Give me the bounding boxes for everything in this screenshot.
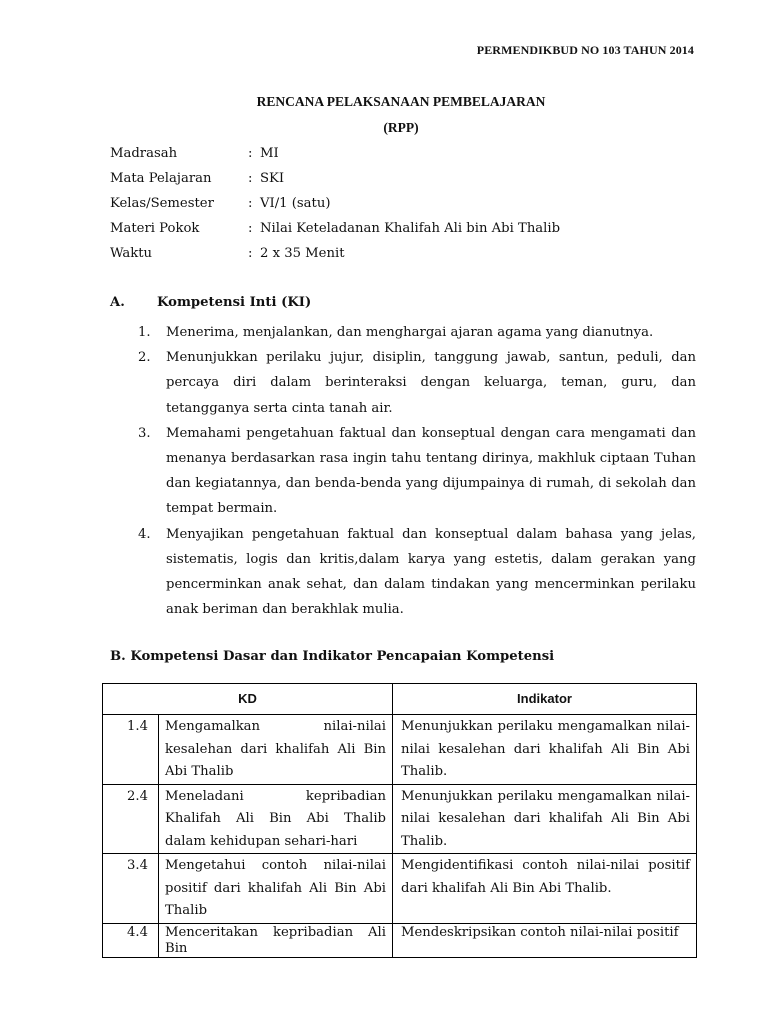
competency-table <box>102 683 697 958</box>
identity-label: Waktu <box>110 246 153 261</box>
identity-label: Mata Pelajaran <box>110 171 212 186</box>
identity-colon: : <box>248 196 253 211</box>
kd-text: Mengetahui contoh nilai-nilai positif dari khalifah Ali Bin Abi Thalib <box>159 854 393 924</box>
list-item <box>110 345 696 421</box>
section-b-heading: B. Kompetensi Dasar dan Indikator Pencapaian Kompetensi <box>110 649 555 664</box>
table-row <box>103 715 697 785</box>
identity-value: VI/1 (satu) <box>260 196 331 211</box>
core-competency-list <box>110 320 696 622</box>
identity-value: 2 x 35 Menit <box>260 246 345 261</box>
table-row <box>103 784 697 854</box>
kd-text: Meneladani kepribadian Khalifah Ali Bin Abi Thalib dalam kehidupan sehari-hari <box>159 784 393 854</box>
list-item-number: 2. <box>138 350 151 366</box>
table-row <box>103 924 697 958</box>
indicator-text: Menunjukkan perilaku mengamalkan nilai-nilai kesalehan dari khalifah Ali Bin Abi Thalib. <box>393 784 697 854</box>
column-header-kd: KD <box>103 684 393 715</box>
regulation-reference: PERMENDIKBUD NO 103 TAHUN 2014 <box>476 43 694 57</box>
identity-colon: : <box>248 221 253 236</box>
list-item-number: 1. <box>138 325 151 340</box>
kd-number: 1.4 <box>103 715 159 785</box>
list-item <box>110 320 696 345</box>
list-item-text: Memahami pengetahuan faktual dan konseptual dengan cara mengamati dan menanya berdasarkan rasa ingin tahu tentang dirinya, makhluk ciptaan Tuhan dan kegiatannya, dan benda-benda yang dijumpainya di rumah, di sekolah dan tempat bermain. <box>166 425 696 517</box>
column-header-indikator: Indikator <box>393 684 697 715</box>
kd-number: 3.4 <box>103 854 159 924</box>
indicator-text: Mengidentifikasi contoh nilai-nilai positif dari khalifah Ali Bin Abi Thalib. <box>393 854 697 924</box>
list-item-text: Menyajikan pengetahuan faktual dan konseptual dalam bahasa yang jelas, sistematis, logis dan kritis,dalam karya yang estetis, dalam gerakan yang pencerminkan anak sehat, dan dalam tindakan yang mencerminkan perilaku anak beriman dan berakhlak mulia. <box>166 526 696 618</box>
table-row <box>103 854 697 924</box>
identity-colon: : <box>248 171 253 186</box>
list-item-text: Menerima, menjalankan, dan menghargai ajaran agama yang dianutnya. <box>166 325 654 340</box>
list-item-number: 3. <box>138 425 151 441</box>
list-item-text: Menunjukkan perilaku jujur, disiplin, tanggung jawab, santun, peduli, dan percaya diri dalam berinteraksi dengan keluarga, teman, guru, dan tetangganya serta cinta tanah air. <box>166 350 696 416</box>
identity-label: Materi Pokok <box>110 221 200 236</box>
list-item-number: 4. <box>138 526 151 542</box>
identity-value: SKI <box>260 171 285 186</box>
kd-text: Menceritakan kepribadian Ali Bin <box>159 924 393 958</box>
document-subtitle: (RPP) <box>383 120 419 135</box>
kd-text: Mengamalkan nilai-nilai kesalehan dari khalifah Ali Bin Abi Thalib <box>159 715 393 785</box>
identity-label: Madrasah <box>110 146 178 161</box>
section-letter: A. <box>110 295 125 310</box>
document-title: RENCANA PELAKSANAAN PEMBELAJARAN <box>256 94 546 109</box>
list-item <box>110 522 696 623</box>
kd-number: 2.4 <box>103 784 159 854</box>
indicator-text: Menunjukkan perilaku mengamalkan nilai-nilai kesalehan dari khalifah Ali Bin Abi Thalib. <box>393 715 697 785</box>
identity-value: Nilai Keteladanan Khalifah Ali bin Abi Thalib <box>260 221 561 236</box>
kd-number: 4.4 <box>103 924 159 958</box>
list-item <box>110 421 696 522</box>
table-header-row <box>103 684 697 715</box>
identity-colon: : <box>248 146 253 161</box>
indicator-text: Mendeskripsikan contoh nilai-nilai positif <box>393 924 697 958</box>
identity-label: Kelas/Semester <box>110 196 214 211</box>
section-title: Kompetensi Inti (KI) <box>157 295 312 310</box>
identity-value: MI <box>260 146 279 161</box>
identity-colon: : <box>248 246 253 261</box>
